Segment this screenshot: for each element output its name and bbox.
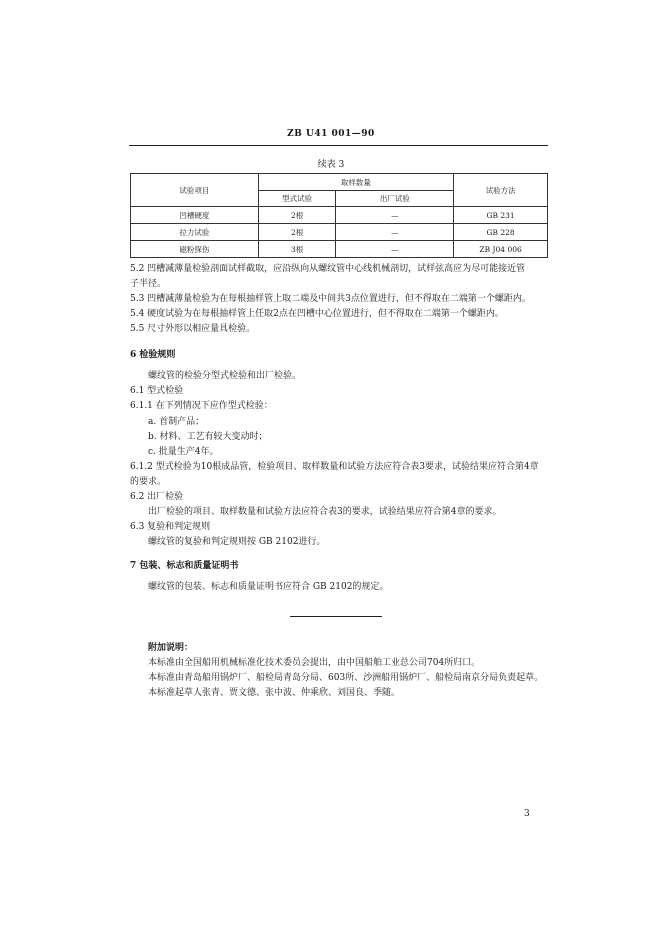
table-row (131, 241, 548, 258)
cell-factory-test: — (336, 241, 454, 258)
standard-code-header: ZB U41 001—90 (287, 129, 375, 139)
cell-item: 拉力试验 (131, 224, 259, 241)
section-7-title: 7 包装、标志和质量证明书 (130, 561, 239, 571)
section-7-body: 螺纹管的包装、标志和质量证明书应符合 GB 2102的规定。 (148, 582, 389, 592)
clause-6-3-body: 螺纹管的复验和判定规则按 GB 2102进行。 (148, 537, 326, 547)
col-header-sample-qty: 取样数量 (258, 174, 454, 191)
table-header-row (131, 174, 548, 191)
col-header-type-test: 型式试验 (258, 191, 336, 207)
clause-6-1-1-a: a. 首制产品； (148, 417, 205, 427)
col-header-method: 试验方法 (454, 174, 548, 207)
section-6-intro: 螺纹管的检验分型式检验和出厂检验。 (148, 371, 302, 381)
notes-line2: 本标准由青岛船用锅炉厂、船检局青岛分局、603所、沙洲船用锅炉厂、船检局南京分局负责起草。 (148, 673, 544, 683)
cell-type-test: 3根 (258, 241, 336, 258)
test-table (130, 173, 548, 258)
clause-5-4: 5.4 硬度试验为在每根抽样管上任取2点在凹槽中心位置进行，但不得取在二端第一个螺距内。 (130, 309, 504, 319)
cell-method: GB 228 (454, 224, 548, 241)
col-header-item: 试验项目 (131, 174, 259, 207)
clause-6-1-1-c: c. 批量生产4年。 (148, 447, 219, 457)
col-header-factory-test: 出厂试验 (336, 191, 454, 207)
notes-title: 附加说明： (148, 643, 194, 653)
cell-type-test: 2根 (258, 224, 336, 241)
clause-6-3: 6.3 复验和判定规则 (130, 522, 211, 532)
cell-method: ZB J04 006 (454, 241, 548, 258)
clause-6-1-2-line2: 的要求。 (130, 477, 167, 487)
table-caption: 续表 3 (317, 160, 345, 170)
clause-5-3: 5.3 凹槽减薄量检验为在每根抽样管上取二端及中间共3点位置进行，但不得取在二端第一个螺距内。 (130, 294, 531, 304)
notes-line3: 本标准起草人张青、贾文德、张中波、仲乘欣、刘国良、季随。 (148, 688, 401, 698)
cell-item: 凹槽硬度 (131, 207, 259, 224)
page-number: 3 (524, 809, 530, 819)
clause-6-2-body: 出厂检验的项目、取样数量和试验方法应符合表3的要求，试验结果应符合第4章的要求。 (148, 507, 502, 517)
cell-factory-test: — (336, 207, 454, 224)
table-row (131, 207, 548, 224)
clause-6-1-1: 6.1.1 在下列情况下应作型式检验： (130, 401, 273, 411)
table-row (131, 224, 548, 241)
cell-factory-test: — (336, 224, 454, 241)
cell-item: 磁粉探伤 (131, 241, 259, 258)
header-rule (129, 145, 548, 146)
clause-6-1-1-b: b. 材料、工艺有较大变动时； (148, 432, 268, 442)
clause-5-5: 5.5 尺寸外形以相应量具检验。 (130, 324, 256, 334)
clause-6-2: 6.2 出厂检验 (130, 492, 184, 502)
cell-method: GB 231 (454, 207, 548, 224)
clause-5-2-line2: 子半径。 (130, 279, 167, 289)
cell-type-test: 2根 (258, 207, 336, 224)
clause-6-1: 6.1 型式检验 (130, 386, 184, 396)
clause-6-1-2-line1: 6.1.2 型式检验为10根成品管，检验项目、取样数量和试验方法应符合表3要求，试验结果应符合第4章 (130, 462, 539, 472)
clause-5-2-line1: 5.2 凹槽减薄量检验剖面试样截取，应沿纵向从螺纹管中心线机械剖切，试样弦高应为尽可能接近管 (130, 264, 526, 274)
separator-rule (290, 616, 382, 617)
notes-line1: 本标准由全国船用机械标准化技术委员会提出，由中国船舶工业总公司704所归口。 (148, 658, 481, 668)
section-6-title: 6 检验规则 (130, 350, 176, 360)
